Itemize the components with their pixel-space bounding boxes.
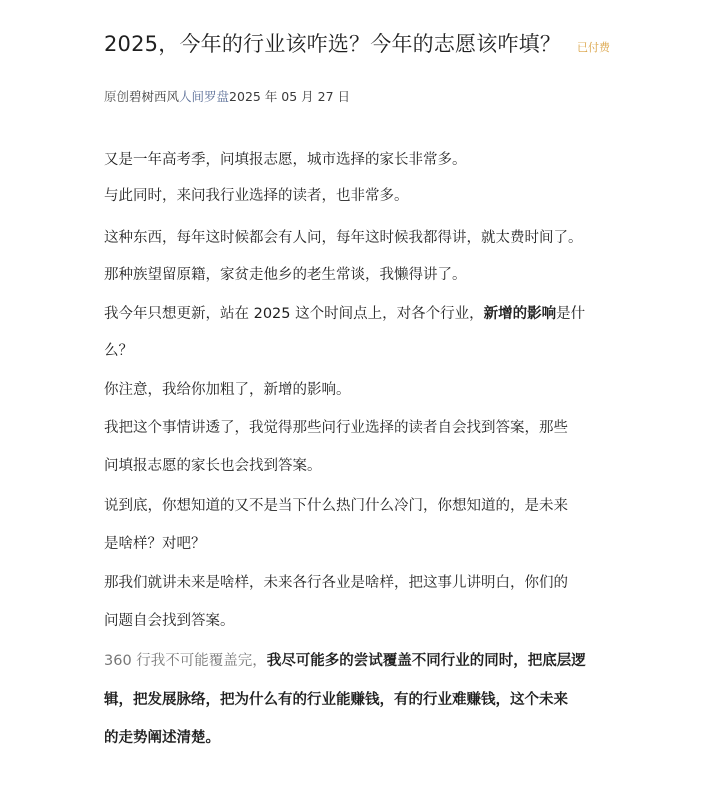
paragraph: 又是一年高考季，问填报志愿，城市选择的家长非常多。	[104, 152, 467, 168]
original-tag: 原创	[104, 89, 130, 104]
paragraph: 那我们就讲未来是啥样，未来各行各业是啥样，把这事儿讲明白，你们的	[104, 575, 568, 591]
paragraph: 与此同时，来问我行业选择的读者，也非常多。	[104, 188, 409, 204]
text: 是什	[556, 306, 586, 322]
paragraph-continuation: 么？	[104, 343, 133, 359]
paragraph: 这种东西，每年这时候都会有人问，每年这时候我都得讲，就太费时间了。	[104, 230, 583, 246]
paragraph: 说到底，你想知道的又不是当下什么热门什么冷门，你想知道的，是未来	[104, 498, 568, 514]
bold-text: 辑，把发展脉络，把为什么有的行业能赚钱，有的行业难赚钱，这个未来	[104, 692, 568, 708]
article-meta	[104, 87, 350, 105]
publish-date: 2025 年 05 月 27 日	[229, 89, 351, 104]
paragraph: 你注意，我给你加粗了，新增的影响。	[104, 382, 351, 398]
paragraph: 我把这个事情讲透了，我觉得那些问行业选择的读者自会找到答案，那些	[104, 420, 568, 436]
paragraph-continuation	[104, 682, 664, 718]
title-row	[104, 28, 610, 58]
text: 我今年只想更新，站在 2025 这个时间点上，对各个行业，	[104, 306, 484, 322]
article-title: 2025，今年的行业该咋选？今年的志愿该咋填？	[104, 32, 562, 56]
paragraph-continuation: 问题自会找到答案。	[104, 613, 235, 629]
paragraph-continuation	[104, 720, 624, 756]
paragraph: 那种族望留原籍，家贫走他乡的老生常谈，我懒得讲了。	[104, 267, 467, 283]
bold-text: 新增的影响	[483, 306, 557, 322]
account-link[interactable]: 人间罗盘	[179, 89, 230, 104]
paragraph	[104, 643, 664, 679]
bold-text: 我尽可能多的尝试覆盖不同行业的同时，把底层逻	[266, 653, 586, 669]
paid-badge: 已付费	[577, 41, 611, 54]
text: 360 行我不可能覆盖完，	[104, 653, 267, 669]
author-name: 碧树西风	[129, 89, 180, 104]
paragraph	[104, 296, 664, 332]
bold-text: 的走势阐述清楚。	[104, 730, 220, 746]
paragraph-continuation: 问填报志愿的家长也会找到答案。	[104, 458, 322, 474]
paragraph-continuation: 是啥样？对吧？	[104, 536, 206, 552]
